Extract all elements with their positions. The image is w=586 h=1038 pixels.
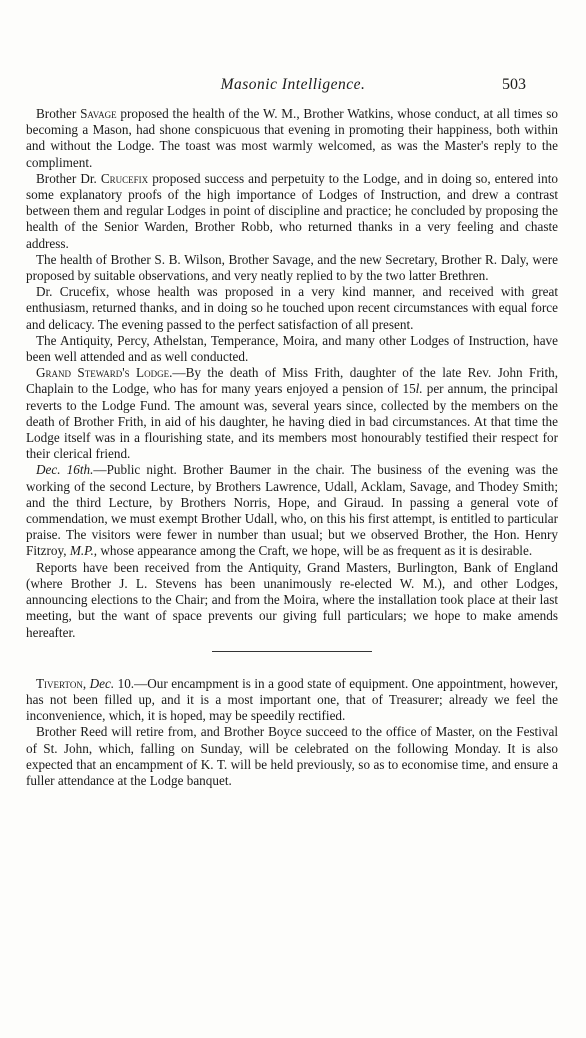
paragraph-wilson-health: The health of Brother S. B. Wilson, Brother Savage, and the new Secretary, Brother R. Daly, were proposed by suitable observations, and very neatly replied to by the two latter Brethren. [26, 251, 558, 284]
paragraph-crucefix-toast [26, 171, 558, 252]
text-run: Brother Dr. [36, 170, 101, 186]
title-italic: M.P. [69, 543, 94, 559]
section-heading-smallcaps: Grand Steward's Lodge. [36, 365, 173, 381]
text-run: , [82, 675, 90, 691]
text-run: 10.—Our encampment is in a good state of equipment. One appointment, however, has not been filled up, and it is a most important one, that of Treasurer; already we feel the inconvenience, which, it is hoped, may be speedily rectified. [26, 675, 558, 724]
running-title: Masonic Intelligence. [220, 76, 366, 93]
section-divider [212, 651, 372, 652]
name-smallcaps: Crucefix [100, 170, 149, 186]
text-run: per annum, the principal reverts to the Lodge Fund. The amount was, several years since, collected by the members on the death of Brother Frith, in aid of his daughter, he having died in bad circumstances. At that time the Lodge itself was in a flourishing state, and its members most honourably testified their respect for their clerical friend. [26, 381, 558, 462]
paragraph-savage-toast [26, 106, 558, 171]
page-header [0, 76, 586, 100]
text-run: —Public night. Brother Baumer in the chair. The business of the evening was the working of the second Lecture, by Brothers Lawrence, Udall, Acklam, Savage, and Thodey Smith; and the third Lecture, by Brothers Norris, Hope, and Giraud. In passing a general vote of commendation, we must exempt Brother Udall, who, on this his first attempt, is entitled to particular praise. The visitors were fewer in number than usual; but we observed Brother, the Hon. Henry Fitzroy, [26, 462, 558, 559]
paragraph-public-night [26, 462, 558, 559]
paragraph-reports: Reports have been received from the Antiquity, Grand Masters, Burlington, Bank of England (where Brother J. L. Stevens has been unanimously re-elected W. M.), and other Lodges, announcing elections to the Chair; and from the Moira, where the installation took place at their last meeting, but the want of space prevents our giving full particulars; we hope to make amends hereafter. [26, 559, 558, 640]
paragraph-grand-stewards-lodge [26, 365, 558, 462]
article-body [26, 106, 558, 791]
text-run: proposed success and perpetuity to the Lodge, and in doing so, entered into some explanatory proofs of the high importance of Lodges of Instruction, and drew a contrast between them and regular Lodges in point of discipline and practice; he concluded by proposing the health of the Senior Warden, Brother Robb, who returned thanks in a very feeling and chaste address. [26, 170, 558, 251]
spacer [26, 789, 558, 791]
paragraph-lodges-instruction: The Antiquity, Percy, Athelstan, Temperance, Moira, and many other Lodges of Instruction, have been well attended and as well conducted. [26, 332, 558, 365]
currency-italic: l. [415, 381, 423, 397]
paragraph-crucefix-reply: Dr. Crucefix, whose health was proposed in a very kind manner, and received with great enthusiasm, returned thanks, and in doing so he touched upon recent circumstances with equal force and delicacy. The evening passed to the perfect satisfaction of all present. [26, 284, 558, 332]
text-run: proposed the health of the W. M., Brother Watkins, whose conduct, at all times so becoming a Mason, had shone conspicuous that evening in promoting their happiness, both within and without the Lodge. The toast was most warmly welcomed, as was the Master's reply to the compliment. [26, 106, 558, 170]
paragraph-reed-boyce: Brother Reed will retire from, and Brother Boyce succeed to the office of Master, on the Festival of St. John, which, falling on Sunday, will be celebrated on the following Monday. It is also expected that an encampment of K. T. will be held previously, so as to economise time, and ensure a fuller attendance at the Lodge banquet. [26, 724, 558, 788]
date-italic: Dec. 16th. [36, 462, 94, 478]
place-smallcaps: Tiverton [36, 675, 83, 691]
name-smallcaps: Savage [80, 106, 117, 121]
date-italic: Dec. [89, 675, 115, 691]
text-run: —By the death of Miss Frith, daughter of the late Rev. John Frith, Chaplain to the Lodge, who has for many years enjoyed a pension of 15 [26, 365, 559, 397]
text-run: Brother [36, 106, 81, 121]
text-run: , whose appearance among the Craft, we hope, will be as frequent as it is desirable. [93, 543, 533, 559]
paragraph-tiverton [26, 676, 558, 725]
page-number: 503 [502, 76, 526, 93]
